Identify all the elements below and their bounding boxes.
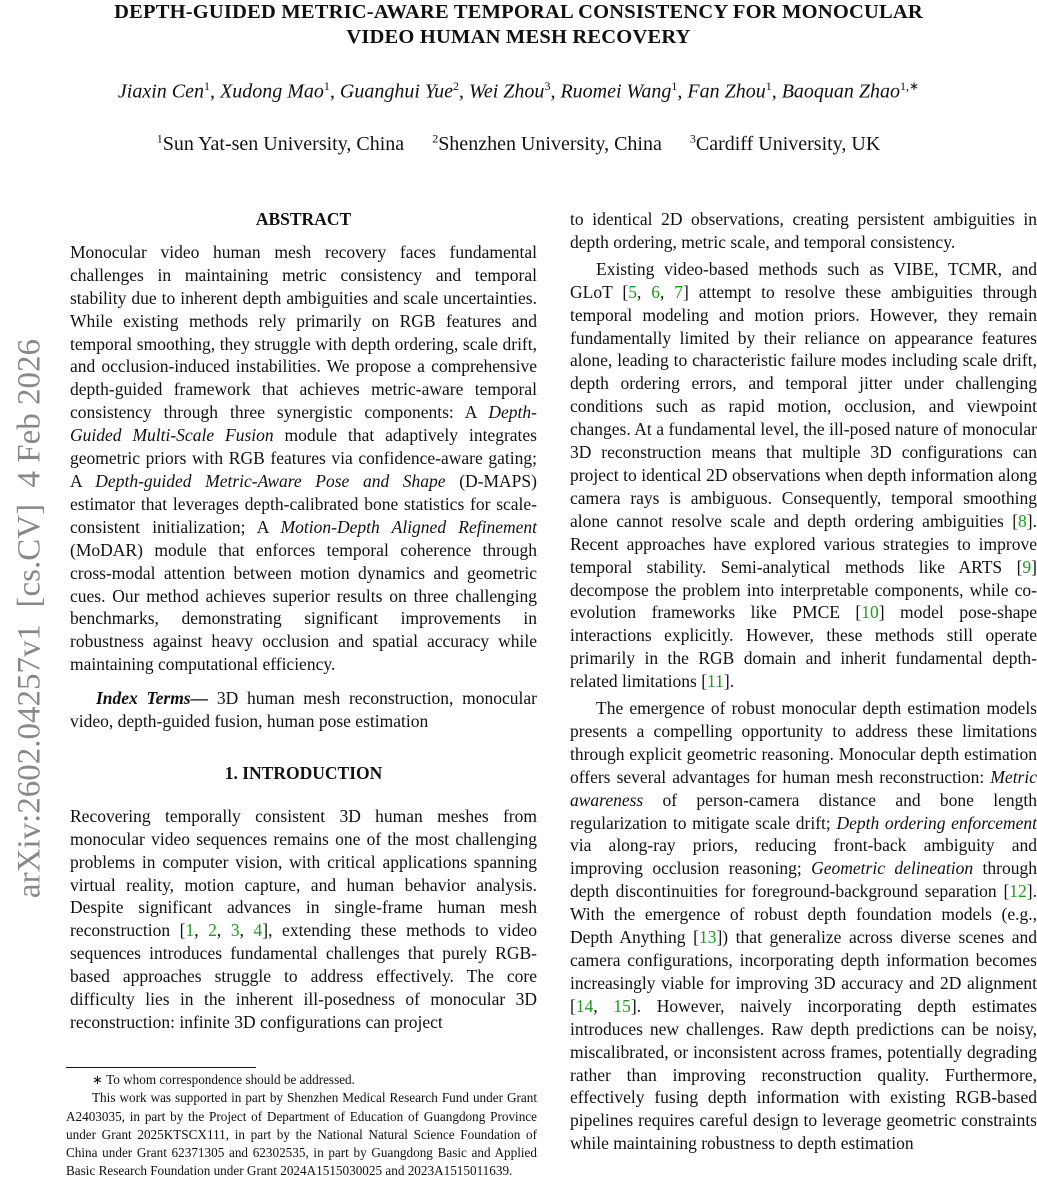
intro-paragraph-3 — [570, 697, 1037, 1155]
text-run: via along-ray priors, reducing front-back ambiguity and improving occlusion reasoning; — [570, 835, 1037, 879]
author-affiliation-mark: 1 — [765, 79, 772, 93]
intro-paragraph-2 — [570, 258, 1037, 693]
citation-link[interactable]: 12 — [1009, 881, 1027, 902]
author-name: Jiaxin Cen — [117, 80, 204, 103]
author-name: Baoquan Zhao — [781, 80, 901, 103]
text-run: . However, naively incorporating depth estimates introduces new challenges. Raw depth predictions can be noisy, miscalibrated, or inconsistent across frames, potentially degrading rather than improving reconstruction quality. Furthermore, effectively fusing depth information with existing RGB-based pipelines requires careful design to leverage geometric constraints while maintaining robustness to depth estimation — [570, 995, 1037, 1154]
citation: [14, 15] — [570, 995, 637, 1016]
affiliation-mark: 2 — [432, 131, 439, 145]
arxiv-identifier: arXiv:2602.04257v1 [cs.CV] 4 Feb 2026 — [11, 338, 48, 899]
author-name: Guanghui Yue — [339, 80, 454, 103]
citation-link[interactable]: 13 — [698, 927, 717, 948]
title-line: VIDEO HUMAN MESH RECOVERY — [346, 26, 691, 48]
affiliation-name: Sun Yat-sen University, China — [162, 132, 405, 155]
text-run: The emergence of robust monocular depth estimation models presents a compelling opportunity to address these limitations through explicit geometric reasoning. Monocular depth estimation offers several advantages for human mesh reconstruction: — [570, 698, 1037, 787]
footnote-correspondence: ∗ To whom correspondence should be addressed. — [92, 1072, 355, 1087]
text-run: model pose-shape interactions explicitly. However, these methods still operate primarily in the RGB domain and inherit fundamental depth-related limitations — [570, 602, 1037, 692]
affiliation-name: Cardiff University, UK — [695, 132, 881, 155]
citation: [1, 2, 3, 4] — [179, 920, 269, 941]
citation-link[interactable]: 6 — [651, 281, 660, 302]
citation: [12] — [1003, 881, 1033, 902]
affiliation — [432, 133, 662, 155]
title-line: DEPTH-GUIDED METRIC-AWARE TEMPORAL CONSISTENCY FOR MONOCULAR — [114, 1, 923, 23]
text-run: (D-MAPS) estimator that leverages depth-calibrated bone statistics for scale-consistent initialization; A — [70, 470, 537, 537]
footnote-funding: This work was supported in part by Shenzhen Medical Research Fund under Grant A2403035, in part by the Project of Department of Education of Guangdong Province under Grant 2025KTSCX111, in part by the National Natural Science Foundation of China under Grant 62371305 and 62302535, in part by Guangdong Basic and Applied Basic Research Foundation under Grant 2024A1515030025 and 2023A1515011639. — [66, 1090, 537, 1179]
affiliation-mark: 3 — [689, 131, 696, 145]
citation-link[interactable]: 1 — [185, 920, 195, 941]
intro-paragraph-1-continued — [570, 208, 1037, 254]
text-run: . With the emergence of robust depth foundation models (e.g., Depth Anything — [570, 881, 1037, 948]
index-terms-label: Index Terms— — [96, 688, 209, 709]
abstract-heading: ABSTRACT — [255, 209, 352, 229]
affiliation-mark: 1 — [156, 131, 163, 145]
footnotes — [66, 1071, 537, 1181]
author-affiliation-mark: 1 — [323, 79, 330, 93]
text-run: 3D human mesh reconstruction, monocular video, depth-guided fusion, human pose estimation — [70, 688, 537, 732]
text-run: Recovering temporally consistent 3D human meshes from monocular video sequences remains one of the most challenging problems in computer vision, with critical applications spanning virtual reality, motion capture, and human behavior analysis. Despite significant advances in single-frame human mesh reconstruction — [70, 805, 537, 941]
text-run: through depth discontinuities for foreground-background separation — [570, 858, 1037, 902]
text-run: , extending these methods to video sequences introduces fundamental challenges that purely RGB-based approaches struggle to address effectively. The core difficulty lies in the inherent ill-posedness of monocular 3D reconstruction: infinite 3D configurations can project — [70, 920, 538, 1032]
emphasis: Metric awareness — [570, 766, 1037, 810]
text-run: attempt to resolve these ambiguities through temporal modeling and motion priors. However, they remain fundamentally limited by their reliance on appearance features alone, leading to characteristic failure modes including scale drift, depth ordering errors, and temporal jitter under challenging conditions such as rapid motion, occlusion, and viewpoint changes. At a fundamental level, the ill-posed nature of monocular 3D reconstruction means that multiple 3D configurations can project to identical 2D observations when depth information along camera rays is ambiguous. Consequently, temporal smoothing alone cannot resolve scale and depth ordering ambiguities — [570, 281, 1037, 531]
text-run: to identical 2D observations, creating persistent ambiguities in depth ordering, metric scale, and temporal consistency. — [570, 209, 1037, 252]
citation-link[interactable]: 11 — [707, 671, 724, 692]
emphasis: Depth ordering enforcement — [836, 812, 1037, 833]
emphasis: Depth-Guided Multi-Scale Fusion — [70, 402, 537, 446]
citation-link[interactable]: 4 — [253, 920, 263, 941]
author-affiliation-mark: 1 — [203, 79, 210, 93]
citation-link[interactable]: 9 — [1022, 556, 1032, 577]
text-run: decompose the problem into interpretable components, while co-evolution frameworks like PMCE — [570, 579, 1037, 623]
left-column — [70, 208, 537, 1034]
citation-link[interactable]: 10 — [861, 602, 879, 623]
citation-link[interactable]: 14 — [575, 995, 594, 1016]
abstract-text — [70, 241, 537, 676]
citation-link[interactable]: 7 — [674, 281, 684, 302]
author-affiliation-mark: 2 — [453, 79, 460, 93]
text-run: module that adaptively integrates geometric priors with RGB features via confidence-aware gating; A — [70, 425, 537, 491]
citation: [13] — [693, 927, 723, 948]
citation-link[interactable]: 15 — [613, 995, 631, 1016]
text-run: (MoDAR) module that enforces temporal coherence through cross-modal attention between motion dynamics and geometric cues. Our method achieves superior results on three challenging benchmarks, demonstrating significant improvements in robustness against heavy occlusion and spatial accuracy while maintaining computational efficiency. — [70, 539, 537, 675]
affiliation-name: Shenzhen University, China — [438, 132, 662, 155]
emphasis: Geometric delineation — [811, 858, 974, 879]
affiliation — [157, 133, 404, 155]
citation-link[interactable]: 8 — [1018, 510, 1027, 531]
author-affiliation-mark: 1 — [671, 79, 678, 93]
author-name: Xudong Mao — [219, 80, 324, 103]
author-affiliation-mark: 1,∗ — [900, 79, 920, 93]
affiliation — [690, 133, 880, 155]
author-affiliation-mark: 3 — [544, 79, 551, 93]
emphasis: Depth-guided Metric-Aware Pose and Shape — [95, 470, 446, 491]
citation: [11] — [701, 671, 730, 692]
citation: [5, 6, 7] — [622, 281, 689, 302]
right-column — [570, 208, 1037, 1155]
text-run: Monocular video human mesh recovery faces fundamental challenges in maintaining metric consistency and temporal stability due to inherent depth ambiguities and scale uncertainties. While existing methods rely primarily on RGB features and temporal smoothing, they struggle with depth ordering, scale drift, and occlusion-induced instabilities. We propose a comprehensive depth-guided framework that achieves metric-aware temporal consistency through three synergistic components: A — [70, 241, 537, 423]
text-run: Existing video-based methods such as VIBE, TCMR, and GLoT — [570, 258, 1037, 302]
citation-link[interactable]: 3 — [230, 920, 240, 941]
author-name: Wei Zhou — [469, 80, 545, 103]
emphasis: Motion-Depth Aligned Refinement — [280, 516, 537, 537]
text-run: ) that generalize across diverse scenes and camera configurations, incorporating depth information becomes increasingly viable for improving 3D accuracy and 2D alignment — [570, 927, 1037, 993]
citation: [8] — [1012, 510, 1033, 531]
text-run: . Recent approaches have explored various strategies to improve temporal stability. Semi-analytical methods like ARTS — [570, 510, 1037, 577]
text-run: . — [729, 671, 735, 692]
text-run: of person-camera distance and bone length regularization to mitigate scale drift; — [570, 789, 1037, 833]
introduction-heading: 1. INTRODUCTION — [224, 762, 383, 783]
author-name: Fan Zhou — [687, 80, 766, 103]
citation: [10] — [855, 602, 885, 623]
intro-paragraph-1 — [70, 805, 537, 1034]
author-name: Ruomei Wang — [560, 80, 672, 103]
paper-title — [0, 0, 1037, 50]
footnote-rule — [66, 1067, 256, 1068]
citation-link[interactable]: 2 — [208, 920, 217, 941]
author-list: Jiaxin Cen$^1$, Xudong Mao$^1$, Guanghui Yue$^2$, Wei Zhou$^3$, Ruomei Wang$^1$, Fan Zhou$^1$, Baoquan Zhao$^{1,∗}$ — [117, 79, 920, 103]
affiliation-list — [0, 131, 1037, 156]
citation: [9] — [1016, 556, 1037, 577]
citation-link[interactable]: 5 — [628, 281, 637, 302]
index-terms — [70, 687, 537, 733]
